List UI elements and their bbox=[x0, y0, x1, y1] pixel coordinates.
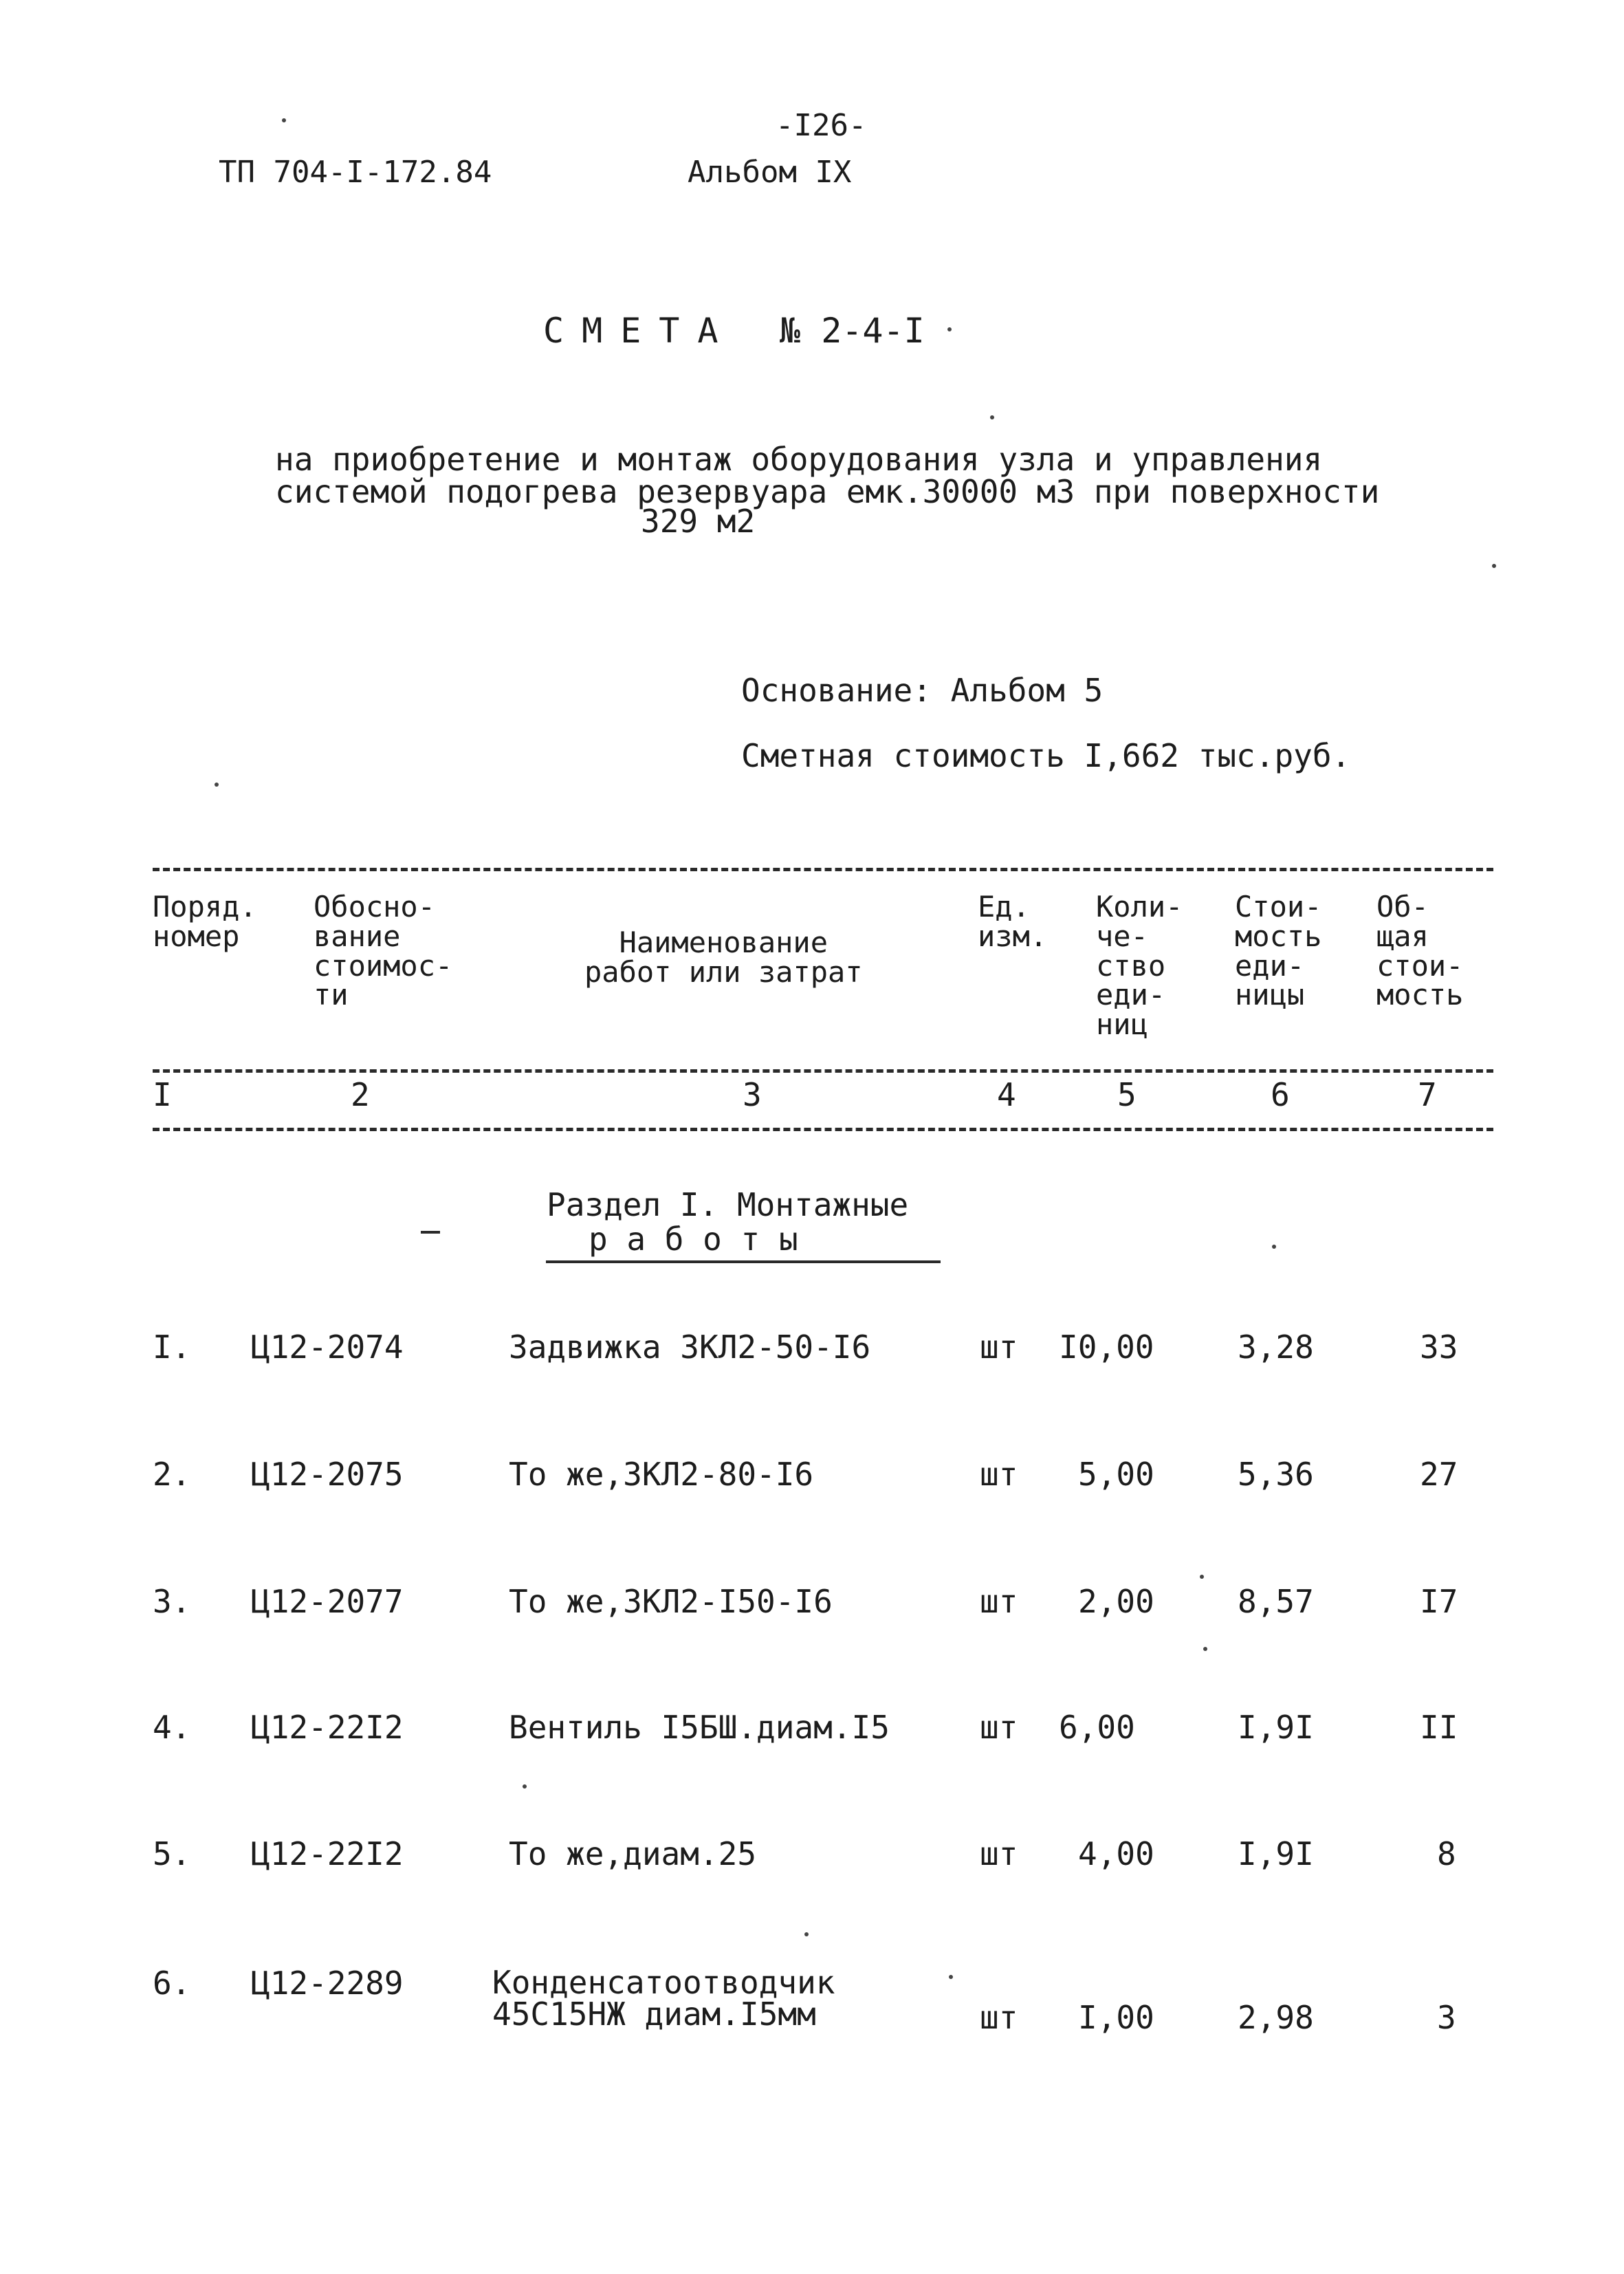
section-heading-underline bbox=[546, 1260, 941, 1263]
scan-speck bbox=[804, 1932, 809, 1936]
estimate-number: № 2-4-I bbox=[780, 311, 925, 351]
scan-speck bbox=[523, 1784, 527, 1789]
row-quantity: 4,00 bbox=[1078, 1835, 1154, 1872]
scan-speck bbox=[282, 118, 286, 122]
scan-speck bbox=[949, 1975, 953, 1979]
scan-speck bbox=[1200, 1575, 1204, 1579]
scan-speck bbox=[990, 415, 994, 419]
column-header-total-cost: Об- щая стои- мость bbox=[1376, 890, 1464, 1012]
row-code: Ц12-2074 bbox=[251, 1329, 404, 1366]
row-number: 5. bbox=[153, 1835, 191, 1872]
page-number: -I26- bbox=[776, 108, 867, 143]
document-code: ТП 704-I-172.84 bbox=[219, 155, 492, 190]
row-name: Вентиль I5БШ.диам.I5 bbox=[509, 1709, 890, 1746]
row-code: Ц12-2075 bbox=[251, 1456, 404, 1493]
row-total: 3 bbox=[1437, 1999, 1456, 2036]
row-name: То же,ЗКЛ2-I50-I6 bbox=[509, 1583, 833, 1620]
scan-speck bbox=[1492, 564, 1496, 568]
row-unit: шт bbox=[980, 1456, 1018, 1493]
estimate-description-line-1: на приобретение и монтаж оборудования узла и управления bbox=[275, 441, 1323, 478]
scan-speck bbox=[947, 327, 952, 331]
row-unit: шт bbox=[980, 1999, 1018, 2036]
column-header-quantity: Коли- че- ство еди- ниц bbox=[1096, 890, 1183, 1042]
row-code: Ц12-22I2 bbox=[251, 1709, 404, 1746]
row-unit-price: 5,36 bbox=[1238, 1456, 1314, 1493]
column-number-5: 5 bbox=[1117, 1076, 1137, 1113]
row-number: 4. bbox=[153, 1709, 191, 1746]
row-code: Ц12-2289 bbox=[251, 1965, 404, 2002]
column-header-unit: Ед. изм. bbox=[978, 890, 1048, 953]
row-name: Конденсатоотводчик 45С15НЖ диам.I5мм bbox=[492, 1964, 835, 2033]
column-number-6: 6 bbox=[1271, 1076, 1290, 1113]
estimate-description-line-3: 329 м2 bbox=[641, 503, 756, 540]
row-quantity: 6,00 bbox=[1059, 1709, 1135, 1746]
estimate-description-line-2: системой подогрева резервуара емк.30000 м3 при поверхности bbox=[275, 473, 1380, 510]
column-header-unit-cost: Стои- мость еди- ницы bbox=[1235, 890, 1322, 1012]
column-numbers-bottom-rule bbox=[153, 1128, 1493, 1131]
scan-speck bbox=[1272, 1245, 1276, 1249]
row-total: II bbox=[1420, 1709, 1458, 1746]
row-quantity: 2,00 bbox=[1078, 1583, 1154, 1620]
row-total: 33 bbox=[1420, 1329, 1458, 1366]
column-number-1: I bbox=[153, 1076, 172, 1113]
row-quantity: I0,00 bbox=[1059, 1329, 1154, 1366]
row-number: 3. bbox=[153, 1583, 191, 1620]
row-unit-price: 3,28 bbox=[1238, 1329, 1314, 1366]
row-number: 6. bbox=[153, 1965, 191, 2002]
row-unit: шт bbox=[980, 1835, 1018, 1872]
row-name: Задвижка ЗКЛ2-50-I6 bbox=[509, 1329, 871, 1366]
row-name: То же,диам.25 bbox=[509, 1835, 757, 1872]
section-heading: Раздел I. Монтажные bbox=[547, 1186, 909, 1223]
row-unit-price: 8,57 bbox=[1238, 1583, 1314, 1620]
column-number-3: 3 bbox=[743, 1076, 762, 1113]
column-header-cost-basis: Обосно- вание стоимос- ти bbox=[314, 890, 453, 1012]
column-header-order-number: Поряд. номер bbox=[153, 890, 257, 953]
table-top-rule bbox=[153, 868, 1493, 871]
row-unit: шт bbox=[980, 1329, 1018, 1366]
row-unit-price: I,9I bbox=[1238, 1709, 1314, 1746]
column-number-7: 7 bbox=[1418, 1076, 1437, 1113]
row-unit: шт bbox=[980, 1583, 1018, 1620]
row-name: То же,ЗКЛ2-80-I6 bbox=[509, 1456, 814, 1493]
column-header-work-name: Наименование работ или затрат bbox=[584, 926, 863, 989]
row-total: I7 bbox=[1420, 1583, 1458, 1620]
row-number: I. bbox=[153, 1329, 191, 1366]
row-total: 8 bbox=[1437, 1835, 1456, 1872]
estimated-cost-text: Сметная стоимость I,662 тыс.руб. bbox=[741, 737, 1351, 774]
album-label: Альбом IX bbox=[688, 155, 852, 190]
section-heading-subtitle: р а б о т ы bbox=[589, 1221, 798, 1258]
row-unit: шт bbox=[980, 1709, 1018, 1746]
row-unit-price: 2,98 bbox=[1238, 1999, 1314, 2036]
row-code: Ц12-2077 bbox=[251, 1583, 404, 1620]
row-quantity: I,00 bbox=[1078, 1999, 1154, 2036]
row-quantity: 5,00 bbox=[1078, 1456, 1154, 1493]
column-number-2: 2 bbox=[351, 1076, 370, 1113]
scan-speck bbox=[1203, 1647, 1207, 1651]
row-number: 2. bbox=[153, 1456, 191, 1493]
header-bottom-rule bbox=[153, 1069, 1493, 1073]
basis-text: Основание: Альбом 5 bbox=[741, 672, 1104, 709]
row-code: Ц12-22I2 bbox=[251, 1835, 404, 1872]
section-margin-dash bbox=[421, 1231, 440, 1234]
scan-speck bbox=[215, 783, 219, 787]
row-unit-price: I,9I bbox=[1238, 1835, 1314, 1872]
column-number-4: 4 bbox=[997, 1076, 1016, 1113]
estimate-heading: СМЕТА bbox=[543, 311, 736, 351]
row-total: 27 bbox=[1420, 1456, 1458, 1493]
